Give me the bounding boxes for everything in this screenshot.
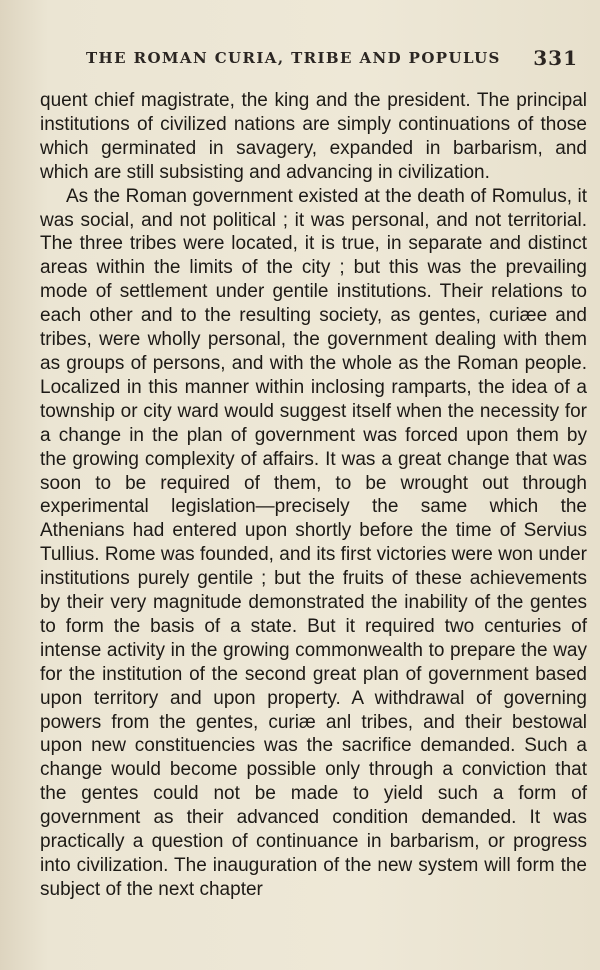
paragraph-continuation: quent chief magistrate, the king and the president. The principal institutions of civilized nations are simply continuations of those which germinated in savagery, expanded in barbarism, and which are still subsisting and advancing in civilization. <box>40 90 587 183</box>
page-number: 331 <box>533 46 578 70</box>
running-head: THE ROMAN CURIA, TRIBE AND POPULUS <box>86 49 501 67</box>
paragraph-roman-government: As the Roman government existed at the death of Romulus, it was social, and not political ; it was personal, and not territorial. The three tribes were located, it is true, in separate and distinct areas within the limits of the city ; but this was the prevailing mode of settlement under gentile institutions. Their relations to each other and to the resulting society, as gentes, curiæe and tribes, were wholly personal, the government dealing with them as groups of persons, and with the whole as the Roman people. Localized in this manner within inclosing ramparts, the idea of a township or city ward would suggest itself when the necessity for a change in the plan of government was forced upon them by the growing complexity of affairs. It was a great change that was soon to be required of them, to be wrought out through experimental legislation—precisely the same which the Athenians had entered upon shortly before the time of Servius Tullius. Rome was founded, and its first victories were won under institutions purely gentile ; but the fruits of these achievements by their very magnitude demonstrated the inability of the gentes to form the basis of a state. But it required two centuries of intense activity in the growing commonwealth to prepare the way for the institution of the second great plan of government based upon territory and upon property. A withdrawal of governing powers from the gentes, curiæ anl tribes, and their bestowal upon new constituencies was the sacrifice demanded. Such a change would become possible only through a conviction that the gentes could not be made to yield such a form of government as their advanced condition demanded. It was practically a question of continuance in barbarism, or progress into civilization. The inauguration of the new system will form the subject of the next chapter <box>40 185 587 900</box>
page-header <box>86 44 578 72</box>
body-text <box>40 89 587 902</box>
